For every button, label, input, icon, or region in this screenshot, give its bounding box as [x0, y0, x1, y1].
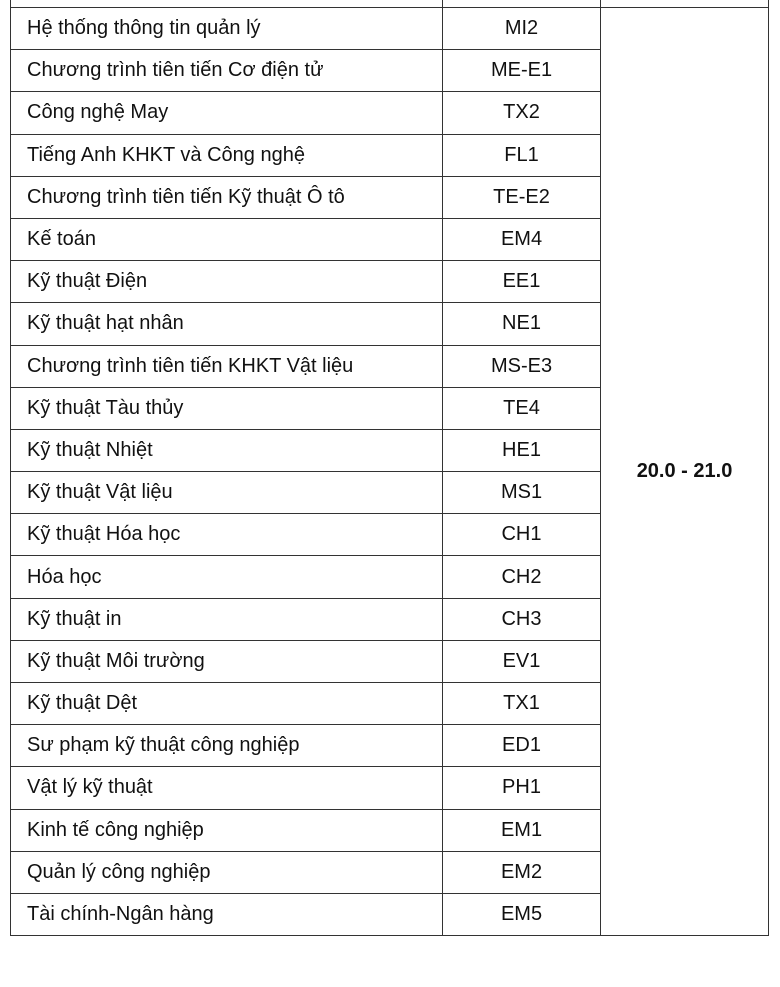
- program-code-cell: EM1: [443, 809, 601, 851]
- program-code-cell: MS-E3: [443, 345, 601, 387]
- program-code-cell: EE1: [443, 261, 601, 303]
- program-code-cell: PH1: [443, 767, 601, 809]
- program-name-cell: Chương trình tiên tiến Kỹ thuật Ô tô: [11, 176, 443, 218]
- program-name-cell: Sư phạm kỹ thuật công nghiệp: [11, 725, 443, 767]
- program-code-cell: MI2: [443, 8, 601, 50]
- program-code-cell: CH2: [443, 556, 601, 598]
- program-name-cell: Kỹ thuật Môi trường: [11, 640, 443, 682]
- program-name-cell: Kỹ thuật Dệt: [11, 683, 443, 725]
- program-code-cell: MS1: [443, 472, 601, 514]
- table-row: [11, 8, 769, 50]
- program-name-cell: Công nghệ May: [11, 92, 443, 134]
- table-body: [11, 0, 769, 936]
- program-name-cell: Tiếng Anh KHKT và Công nghệ: [11, 134, 443, 176]
- program-name-cell: Hóa học: [11, 556, 443, 598]
- program-code-cell: CH1: [443, 514, 601, 556]
- cell-code-empty: [443, 0, 601, 8]
- program-name-cell: Tài chính-Ngân hàng: [11, 893, 443, 935]
- program-name-cell: Kỹ thuật hạt nhân: [11, 303, 443, 345]
- program-name-cell: Kỹ thuật Nhiệt: [11, 429, 443, 471]
- program-name-cell: Kỹ thuật Vật liệu: [11, 472, 443, 514]
- program-code-cell: ED1: [443, 725, 601, 767]
- program-code-cell: EM5: [443, 893, 601, 935]
- program-name-cell: Vật lý kỹ thuật: [11, 767, 443, 809]
- program-code-cell: TE-E2: [443, 176, 601, 218]
- program-code-cell: EM4: [443, 218, 601, 260]
- program-code-cell: EV1: [443, 640, 601, 682]
- score-range-cell: 20.0 - 21.0: [601, 8, 769, 936]
- program-code-cell: TX1: [443, 683, 601, 725]
- cell-name-empty: [11, 0, 443, 8]
- program-code-cell: HE1: [443, 429, 601, 471]
- table-row-partial-top: [11, 0, 769, 8]
- program-name-cell: Hệ thống thông tin quản lý: [11, 8, 443, 50]
- program-name-cell: Kỹ thuật Điện: [11, 261, 443, 303]
- program-name-cell: Chương trình tiên tiến KHKT Vật liệu: [11, 345, 443, 387]
- program-name-cell: Kỹ thuật Tàu thủy: [11, 387, 443, 429]
- admission-score-table: [10, 0, 769, 936]
- program-code-cell: ME-E1: [443, 50, 601, 92]
- program-name-cell: Kỹ thuật in: [11, 598, 443, 640]
- program-name-cell: Quản lý công nghiệp: [11, 851, 443, 893]
- program-name-cell: Chương trình tiên tiến Cơ điện tử: [11, 50, 443, 92]
- cell-score-empty: [601, 0, 769, 8]
- program-name-cell: Kinh tế công nghiệp: [11, 809, 443, 851]
- program-code-cell: TE4: [443, 387, 601, 429]
- program-code-cell: EM2: [443, 851, 601, 893]
- program-code-cell: CH3: [443, 598, 601, 640]
- program-name-cell: Kỹ thuật Hóa học: [11, 514, 443, 556]
- program-code-cell: FL1: [443, 134, 601, 176]
- program-code-cell: NE1: [443, 303, 601, 345]
- program-code-cell: TX2: [443, 92, 601, 134]
- program-name-cell: Kế toán: [11, 218, 443, 260]
